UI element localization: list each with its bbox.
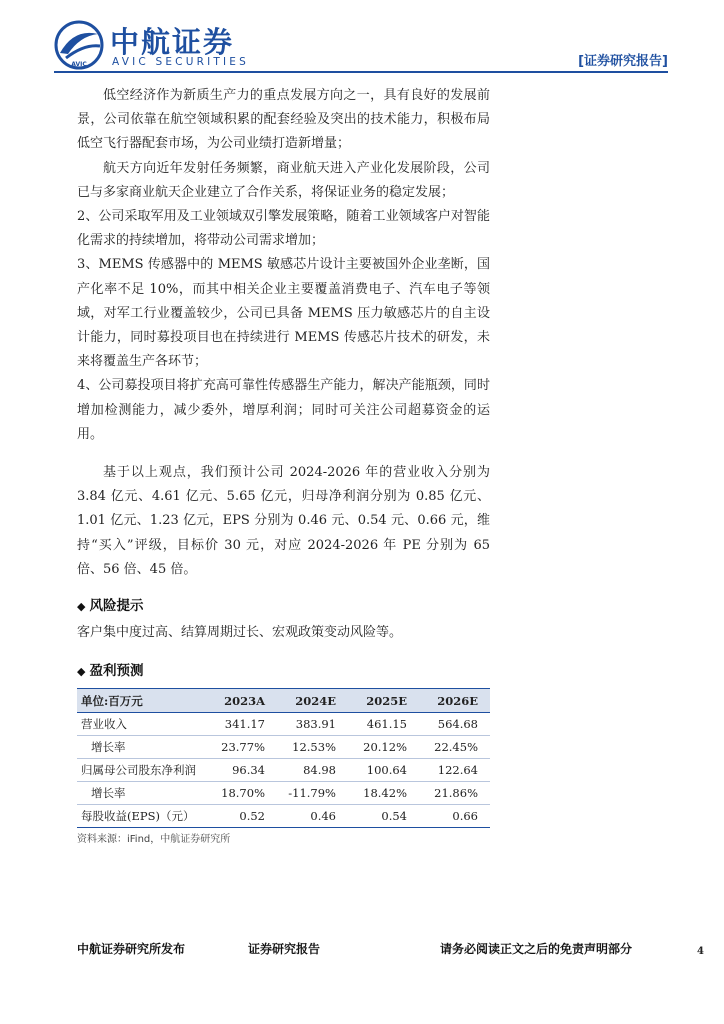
paragraph-point-2: 2、公司采取军用及工业领域双引擎发展策略，随着工业领域客户对智能化需求的持续增加，将带动公司需求增加； (77, 209, 490, 249)
paragraph-forecast: 基于以上观点，我们预计公司 2024-2026 年的营业收入分别为 3.84 亿元、4.61 亿元、5.65 亿元，归母净利润分别为 0.85 亿元、1.01 亿元、1.23 亿元，EPS 分别为 0.46 元、0.54 元、0.66 元，维持“买入”评级，目标价 30 元，对应 2024-2026 年 PE 分别为 65 倍、56 倍、45 倍。 (77, 465, 490, 577)
table-cell: -11.79% (277, 782, 348, 805)
main-content (77, 84, 490, 845)
row-label: 增长率 (77, 736, 206, 759)
table-cell: 21.86% (419, 782, 490, 805)
row-label: 每股收益(EPS)（元） (77, 805, 206, 828)
table-cell: 564.68 (419, 713, 490, 736)
table-cell: 383.91 (277, 713, 348, 736)
table-cell: 12.53% (277, 736, 348, 759)
table-header-year: 2026E (419, 689, 490, 713)
profit-forecast-title (77, 659, 490, 684)
spacer (77, 447, 490, 461)
table-row (77, 805, 490, 828)
paragraph-point-4: 4、公司募投项目将扩充高可靠性传感器生产能力，解决产能瓶颈，同时增加检测能力，减少委外，增厚利润；同时可关注公司超募资金的运用。 (77, 378, 490, 442)
table-cell: 22.45% (419, 736, 490, 759)
row-label: 增长率 (77, 782, 206, 805)
table-cell: 461.15 (348, 713, 419, 736)
paragraph-point-3: 3、MEMS 传感器中的 MEMS 敏感芯片设计主要被国外企业垄断，国产化率不足 10%，而其中相关企业主要覆盖消费电子、汽车电子等领域，对军工行业覆盖较少，公司已具备 MEMS 压力敏感芯片的自主设计能力，同时募投项目也在持续进行 MEMS 传感芯片技术的研发，未来将覆盖生产各环节； (77, 257, 490, 370)
footer-report-type: 证券研究报告 (248, 942, 321, 956)
risk-section-title (77, 594, 490, 619)
table-cell: 23.77% (206, 736, 277, 759)
table-row (77, 759, 490, 782)
table-header-unit: 单位:百万元 (77, 689, 206, 713)
footer-disclaimer-note: 请务必阅读正文之后的免责声明部分 (440, 942, 633, 956)
table-cell: 84.98 (277, 759, 348, 782)
table-header-year: 2025E (348, 689, 419, 713)
table-cell: 96.34 (206, 759, 277, 782)
diamond-bullet-icon: ◆ (77, 600, 86, 614)
table-source-note: 资料来源：iFind，中航证券研究所 (77, 834, 231, 846)
table-row (77, 713, 490, 736)
profit-title-text: 盈利预测 (89, 663, 144, 680)
row-label: 归属母公司股东净利润 (77, 759, 206, 782)
risk-text: 客户集中度过高、结算周期过长、宏观政策变动风险等。 (77, 625, 403, 641)
page-number: 4 (697, 946, 704, 957)
risk-title-text: 风险提示 (89, 598, 144, 615)
table-cell: 0.54 (348, 805, 419, 828)
table-row (77, 782, 490, 805)
row-label: 营业收入 (77, 713, 206, 736)
table-body (77, 713, 490, 828)
table-header-row (77, 689, 490, 713)
paragraph-aerospace: 航天方向近年发射任务频繁，商业航天进入产业化发展阶段，公司已与多家商业航天企业建立了合作关系，将保证业务的稳定发展； (77, 160, 490, 200)
table-cell: 341.17 (206, 713, 277, 736)
table-header-year: 2024E (277, 689, 348, 713)
header-divider (54, 71, 668, 73)
report-type-tag: [证券研究报告] (578, 54, 668, 69)
logo-chinese-name: 中航证券 (110, 25, 235, 59)
table-cell: 122.64 (419, 759, 490, 782)
profit-forecast-table (77, 688, 490, 828)
diamond-bullet-icon: ◆ (77, 665, 86, 679)
table-header-year: 2023A (206, 689, 277, 713)
logo-english-name: AVIC SECURITIES (112, 56, 249, 68)
table-cell: 0.52 (206, 805, 277, 828)
table-cell: 18.42% (348, 782, 419, 805)
company-logo (54, 20, 254, 72)
emblem-text: AVIC (71, 61, 87, 68)
table-cell: 20.12% (348, 736, 419, 759)
table-row (77, 736, 490, 759)
table-cell: 0.66 (419, 805, 490, 828)
paragraph-low-altitude: 低空经济作为新质生产力的重点发展方向之一，具有良好的发展前景，公司依靠在航空领域积累的配套经验及突出的技术能力，积极布局低空飞行器配套市场，为公司业绩打造新增量； (77, 88, 490, 152)
avic-emblem-icon (54, 20, 104, 70)
table-cell: 18.70% (206, 782, 277, 805)
table-cell: 100.64 (348, 759, 419, 782)
footer-publisher: 中航证券研究所发布 (77, 942, 186, 956)
table-cell: 0.46 (277, 805, 348, 828)
